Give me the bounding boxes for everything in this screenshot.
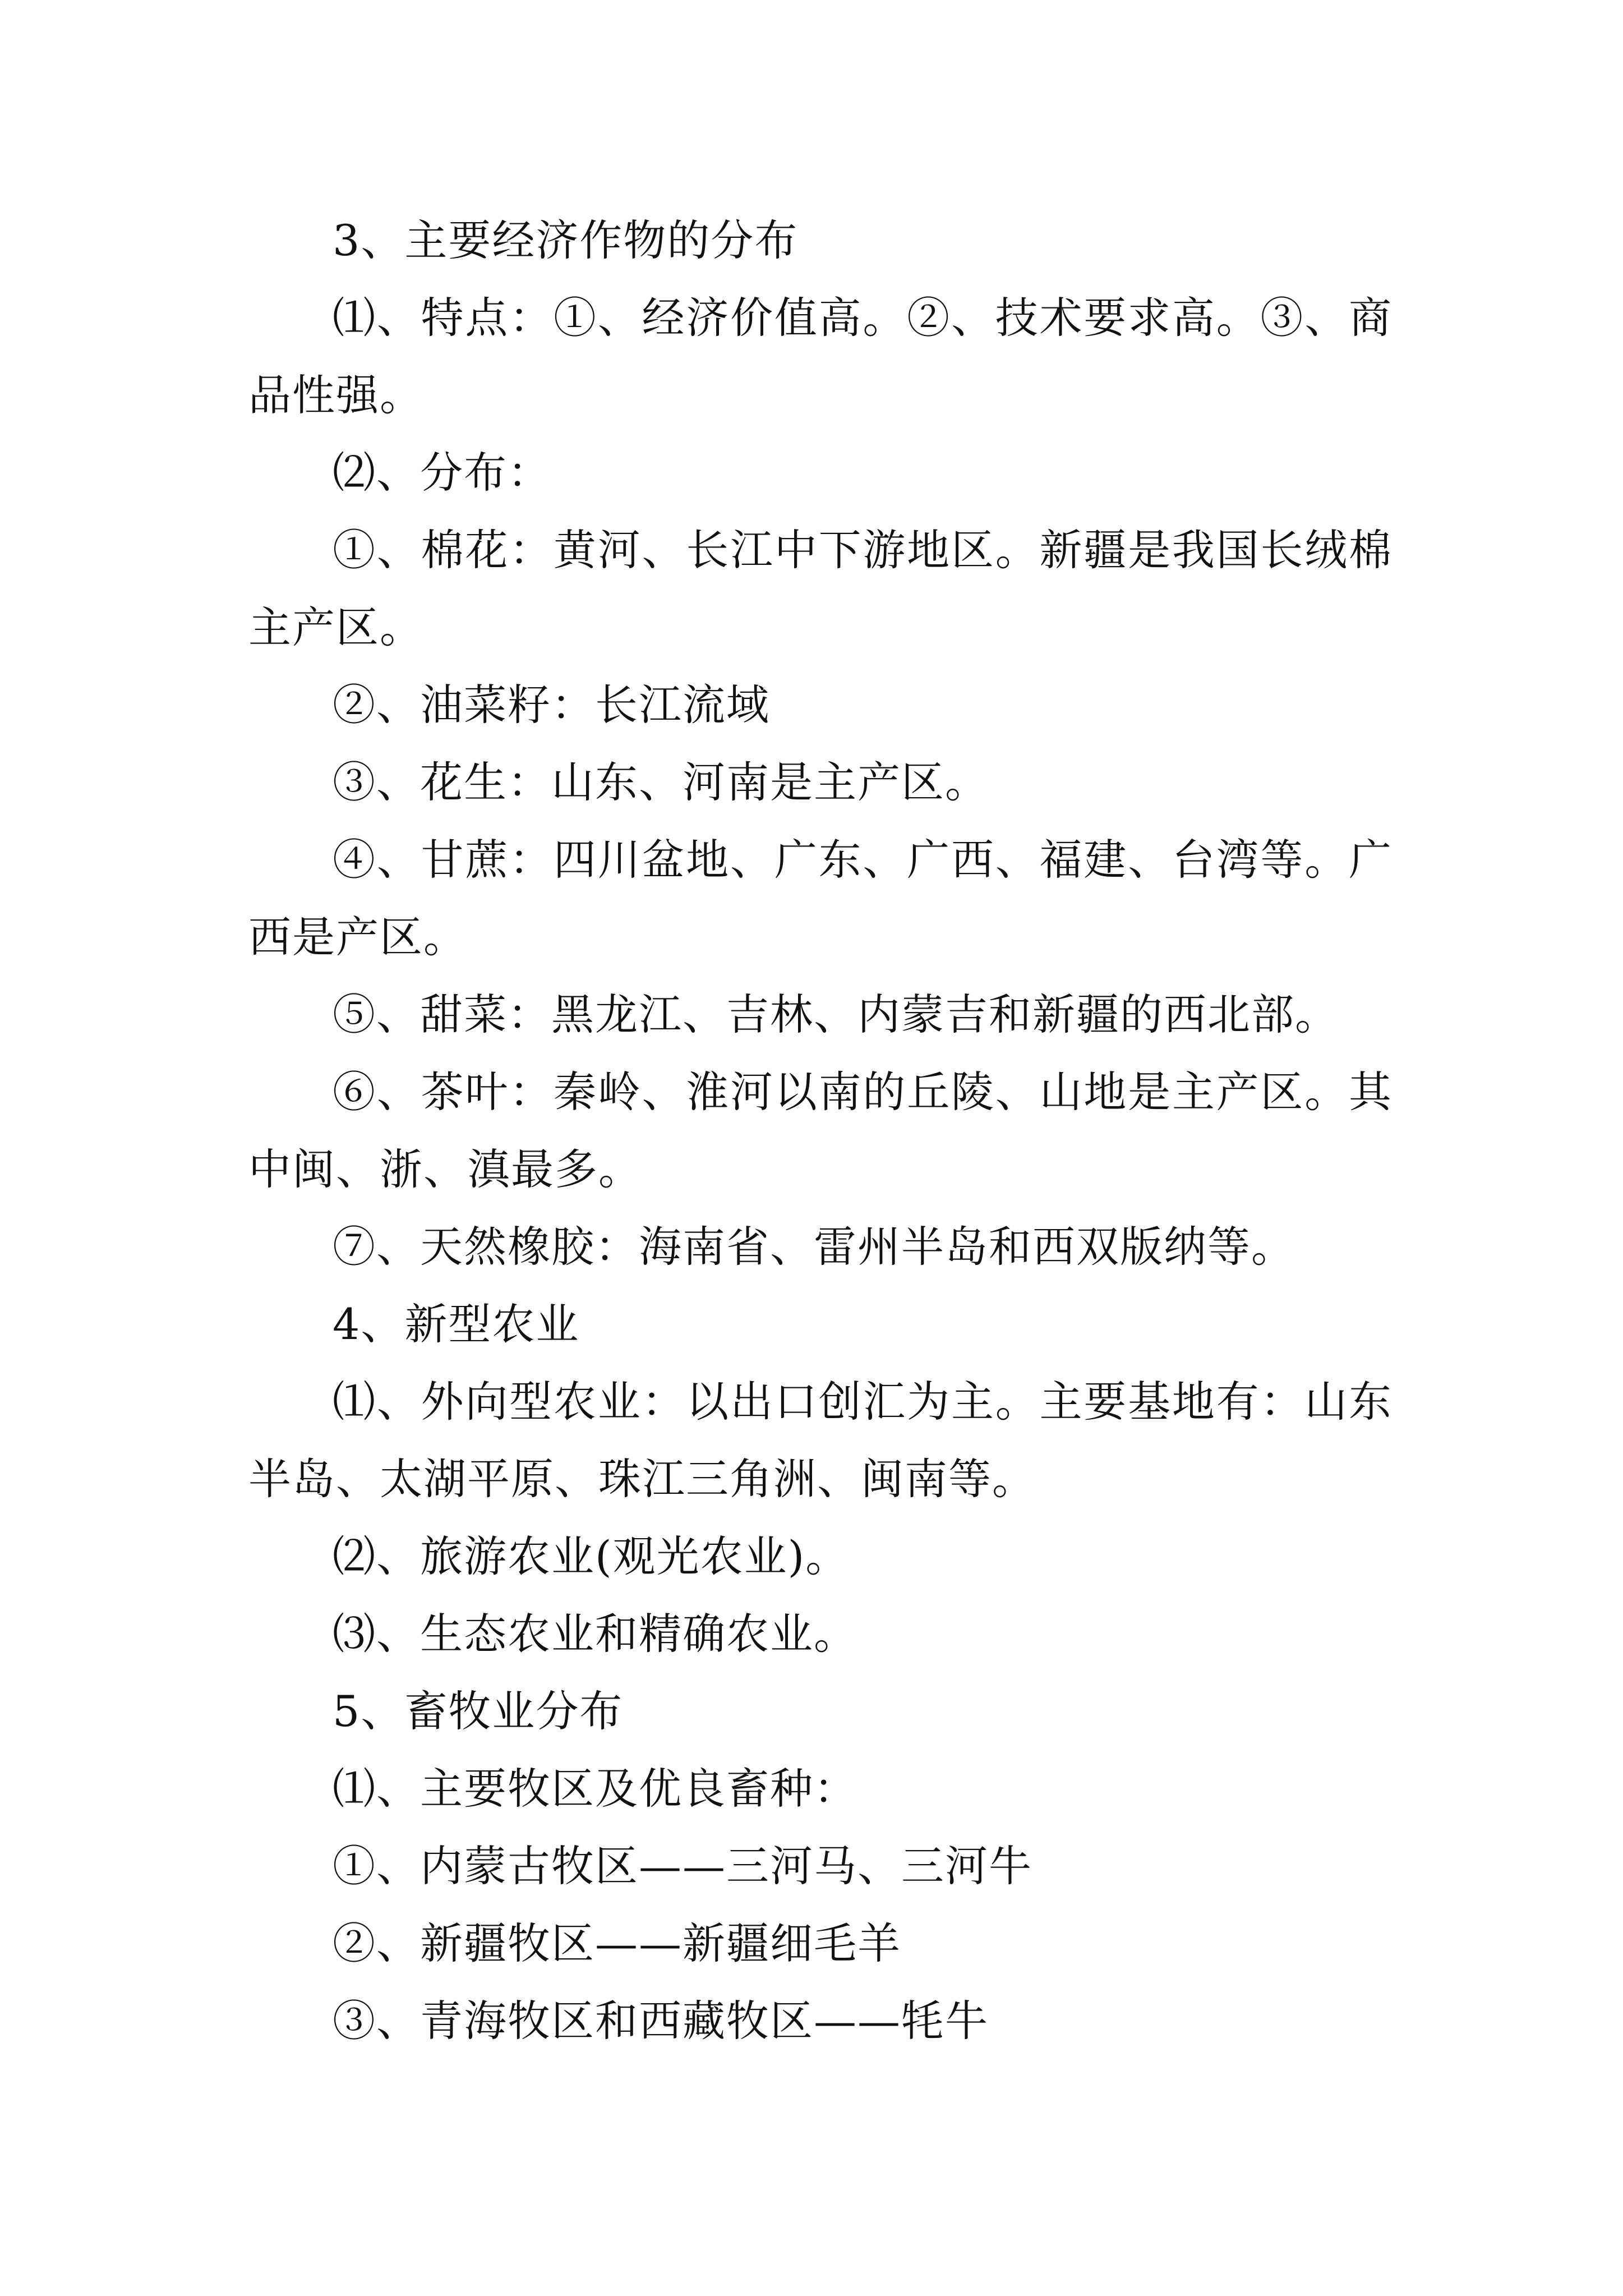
paragraph-pastoral-areas: ⑴、主要牧区及优良畜种： — [333, 1764, 857, 1814]
paragraph-distribution-label: ⑵、分布： — [333, 448, 551, 498]
paragraph-export-agriculture: ⑴、外向型农业：以出口创汇为主。主要基地有：山东半岛、太湖平原、珠江三角洲、闽南等。 — [248, 1377, 1393, 1504]
paragraph-qinghai-tibet: ③、青海牧区和西藏牧区——牦牛 — [333, 1996, 989, 2046]
heading-new-agriculture: 4、新型农业 — [333, 1299, 580, 1349]
paragraph-sugar-beet: ⑤、甜菜：黑龙江、吉林、内蒙吉和新疆的西北部。 — [333, 990, 1339, 1039]
document-body — [248, 202, 1393, 2060]
paragraph-eco-agriculture: ⑶、生态农业和精确农业。 — [333, 1609, 857, 1659]
paragraph-cotton: ①、棉花：黄河、长江中下游地区。新疆是我国长绒棉主产区。 — [248, 525, 1393, 652]
paragraph-xinjiang: ②、新疆牧区——新疆细毛羊 — [333, 1918, 901, 1968]
paragraph-rubber: ⑦、天然橡胶：海南省、雷州半岛和西双版纳等。 — [333, 1222, 1295, 1272]
paragraph-peanut: ③、花生：山东、河南是主产区。 — [333, 757, 989, 807]
paragraph-sugarcane: ④、甘蔗：四川盆地、广东、广西、福建、台湾等。广西是产区。 — [248, 835, 1393, 962]
paragraph-characteristics: ⑴、特点：①、经济价值高。②、技术要求高。③、商品性强。 — [248, 293, 1393, 420]
paragraph-inner-mongolia: ①、内蒙古牧区——三河马、三河牛 — [333, 1841, 1032, 1891]
paragraph-rapeseed: ②、油菜籽：长江流域 — [333, 680, 770, 730]
paragraph-tea: ⑥、茶叶：秦岭、淮河以南的丘陵、山地是主产区。其中闽、浙、滇最多。 — [248, 1067, 1393, 1194]
heading-cash-crops: 3、主要经济作物的分布 — [333, 215, 799, 265]
heading-animal-husbandry: 5、畜牧业分布 — [333, 1686, 624, 1736]
paragraph-tourism-agriculture: ⑵、旅游农业(观光农业)。 — [333, 1531, 850, 1581]
